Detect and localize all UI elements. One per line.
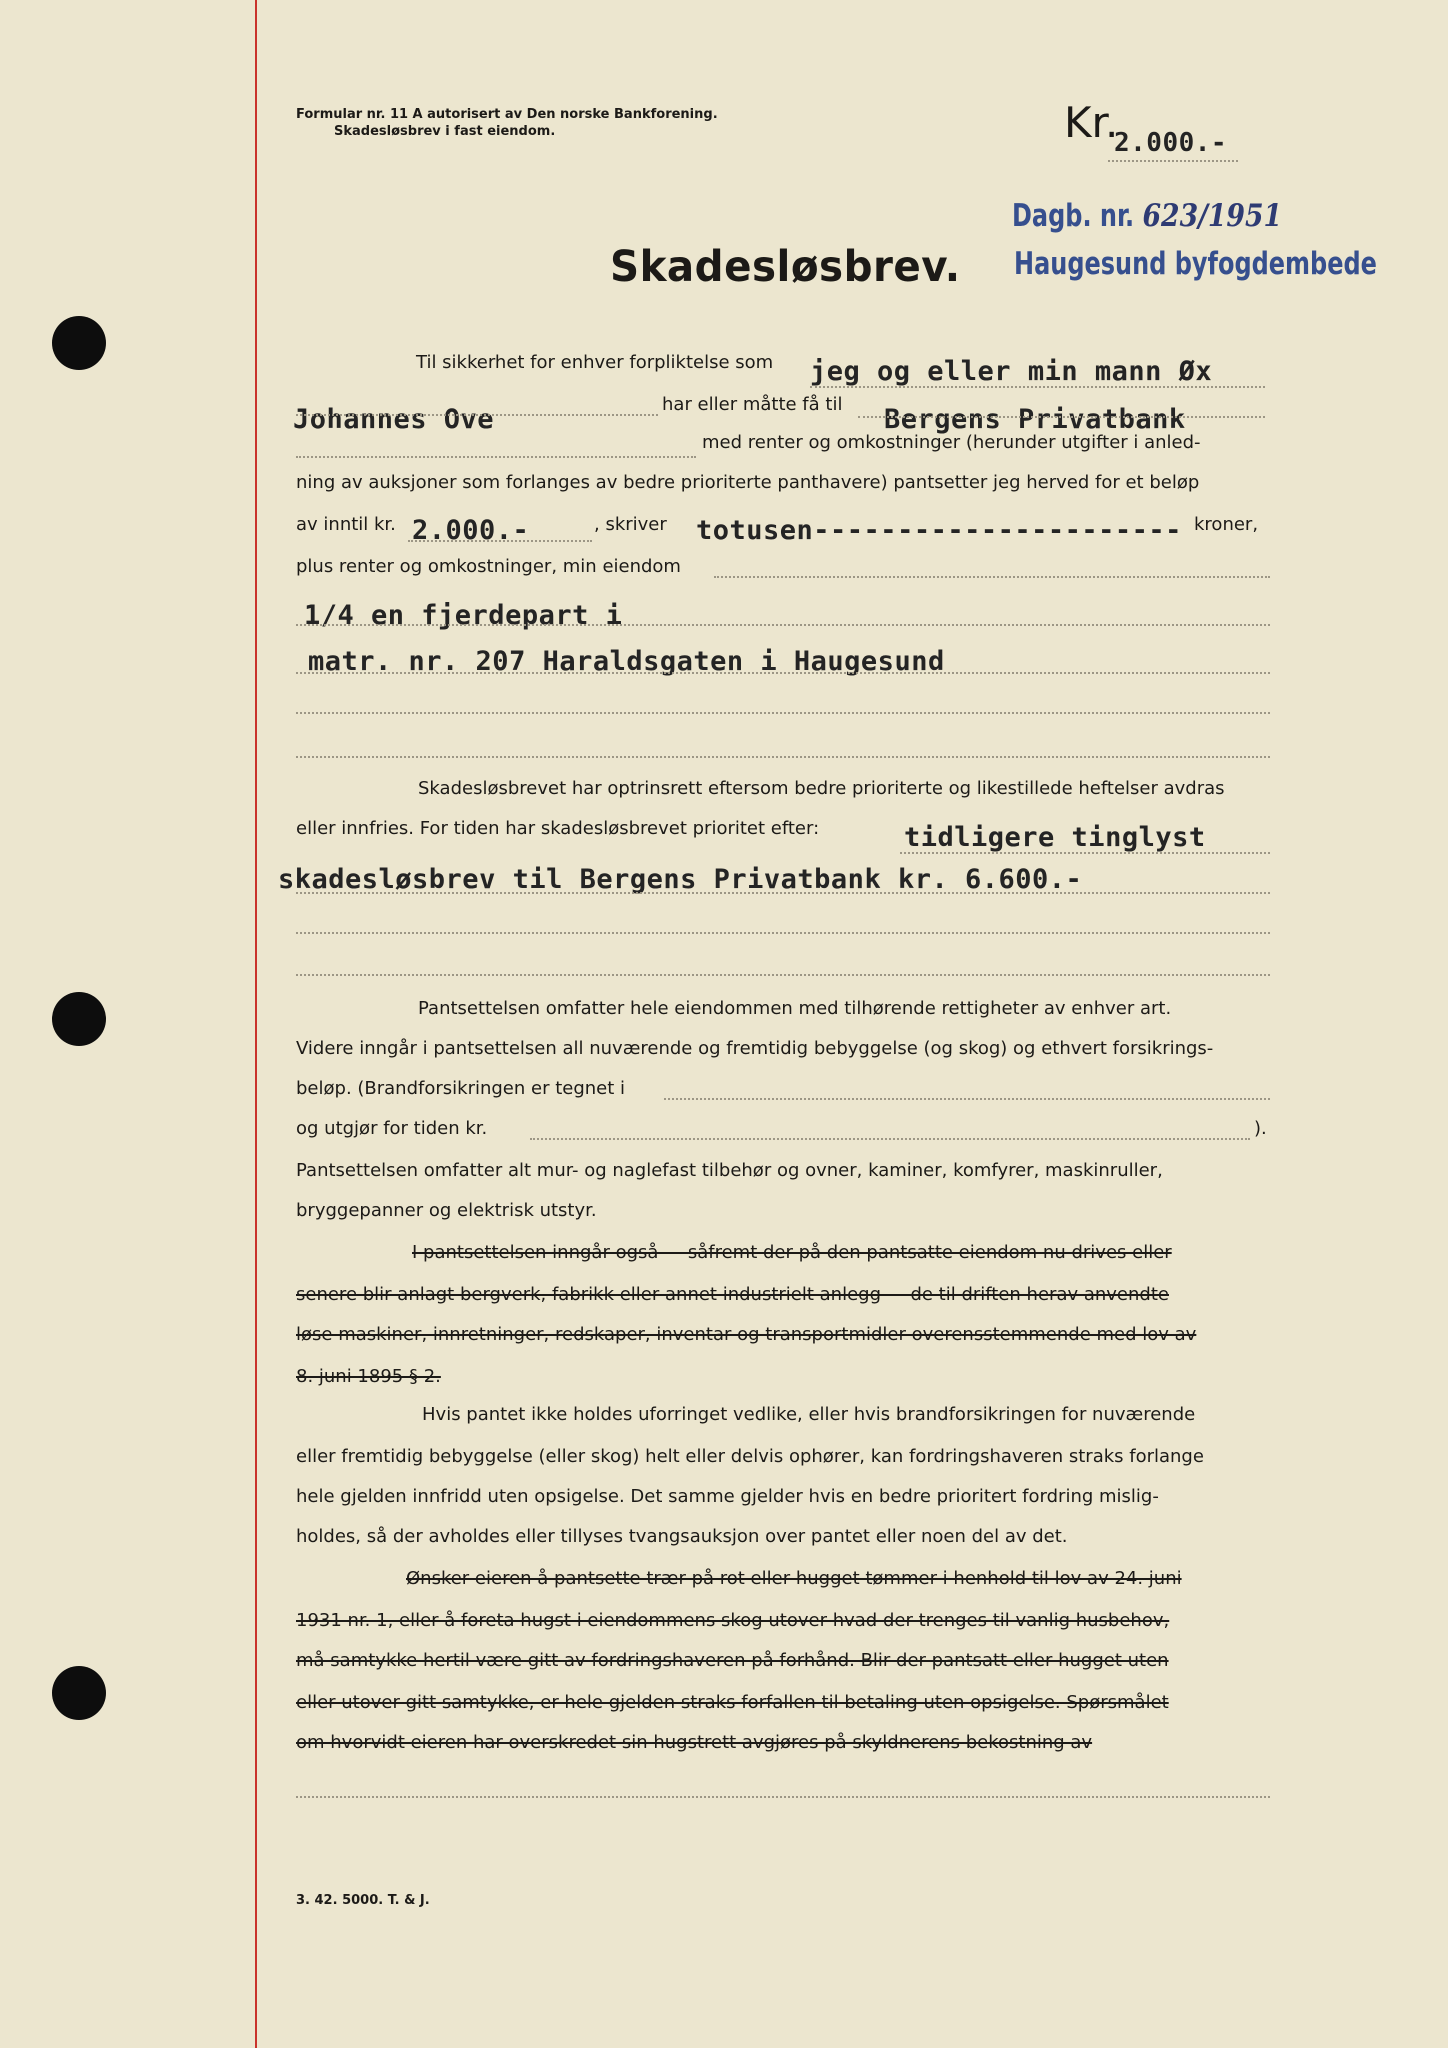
- s1-line4-print: ning av auksjoner som forlanges av bedre prioriterte panthavere) pantsetter jeg herved for et beløp: [296, 472, 1200, 493]
- s4-line4-struck: 8. juni 1895 § 2.: [296, 1366, 441, 1387]
- s1-line6-print: plus renter og omkostninger, min eiendom: [296, 556, 681, 577]
- document-title: Skadesløsbrev.: [610, 242, 961, 292]
- creditor-typed: Bergens Privatbank: [884, 404, 1186, 435]
- s4-line2-struck: senere blir anlagt bergverk, fabrikk eller annet industrielt anlegg — de til driften herav anvendte: [296, 1284, 1169, 1305]
- priority-typed-1: tidligere tinglyst: [904, 822, 1206, 853]
- s6-line5-struck: om hvorvidt eieren har overskredet sin hugstrett avgjøres på skyldnerens bekostning av: [296, 1732, 1093, 1753]
- s4-line1-struck: I pantsettelsen inngår også — såfremt der på den pantsatte eiendom nu drives eller: [412, 1242, 1172, 1263]
- debtor-name-dotted-line: [296, 414, 658, 416]
- property-dotted-line-3: [296, 712, 1270, 714]
- s5-line3: hele gjelden innfridd uten opsigelse. Det samme gjelder hvis en bedre prioritert fordring mislig-: [296, 1486, 1159, 1507]
- s5-line2: eller fremtidig bebyggelse (eller skog) helt eller delvis ophører, kan fordringshaveren straks forlange: [296, 1446, 1204, 1467]
- s1-line5-middle: , skriver: [594, 514, 667, 535]
- s1-blank-dotted-line: [296, 456, 696, 458]
- red-margin-line: [255, 0, 257, 2048]
- s3-line4-prefix: og utgjør for tiden kr.: [296, 1118, 488, 1139]
- amount-typed: 2.000.-: [412, 515, 530, 546]
- s3-line1: Pantsettelsen omfatter hele eiendommen med tilhørende rettigheter av enhver art.: [418, 998, 1172, 1019]
- property-dotted-line-2: [296, 672, 1270, 674]
- kr-label: Kr.: [1064, 98, 1119, 147]
- s3-line3: beløp. (Brandforsikringen er tegnet i: [296, 1078, 626, 1099]
- s4-line3-struck: løse maskiner, innretninger, redskaper, inventar og transportmidler overensstemmende med lov av: [296, 1324, 1197, 1345]
- s3-line4-dotted-line: [530, 1138, 1250, 1140]
- property-line-1: 1/4 en fjerdepart i: [304, 600, 623, 631]
- stamp-office: Haugesund byfogdembede: [1014, 246, 1377, 282]
- priority-typed-2: skadesløsbrev til Bergens Privatbank kr. 6.600.-: [278, 864, 1083, 895]
- s6-line4-struck: eller utover gitt samtykke, er hele gjelden straks forfallen til betaling uten opsigelse. Spørsmålet: [296, 1692, 1169, 1713]
- s5-line1: Hvis pantet ikke holdes uforringet vedlike, eller hvis brandforsikringen for nuværende: [422, 1404, 1196, 1425]
- kr-amount: 2.000.-: [1114, 128, 1228, 158]
- s2-line1: Skadesløsbrevet har optrinsrett eftersom bedre prioriterte og likestillede heftelser avdras: [418, 778, 1225, 799]
- priority-dotted-line-4: [296, 974, 1270, 976]
- punch-hole: [52, 1666, 106, 1720]
- s6-dotted-line: [296, 1796, 1270, 1798]
- s1-line2-print: har eller måtte få til: [662, 394, 843, 415]
- amount-words-typed: totusen----------------------: [696, 515, 1182, 546]
- amount-dotted-line: [408, 540, 592, 542]
- property-dotted-line-1: [296, 624, 1270, 626]
- s3-line2: Videre inngår i pantsettelsen all nuværende og fremtidig bebyggelse (og skog) og ethvert forsikrings-: [296, 1038, 1214, 1059]
- property-dotted-line-4: [296, 756, 1270, 758]
- debtor-dotted-line: [810, 386, 1265, 388]
- debtor-name: Johannes Ove: [293, 404, 495, 435]
- priority-dotted-line-1: [900, 852, 1270, 854]
- s6-line2-struck: 1931 nr. 1, eller å foreta hugst i eiendommens skog utover hvad der trenges til vanlig husbehov,: [296, 1610, 1170, 1631]
- priority-dotted-line-3: [296, 932, 1270, 934]
- kr-dotted-line: [1108, 160, 1238, 162]
- s3-line3-dotted-line: [664, 1098, 1270, 1100]
- s1-line1-print: Til sikkerhet for enhver forpliktelse som: [416, 352, 774, 373]
- s3-line6: bryggepanner og elektrisk utstyr.: [296, 1200, 597, 1221]
- s6-line1-struck: Ønsker eieren å pantsette trær på rot eller hugget tømmer i henhold til lov av 24. juni: [406, 1568, 1182, 1589]
- stamp-dagb: [1012, 198, 1282, 234]
- creditor-dotted-line: [858, 416, 1265, 418]
- form-line-2: Skadesløsbrev i fast eiendom.: [334, 124, 556, 139]
- punch-hole: [52, 992, 106, 1046]
- punch-hole: [52, 316, 106, 370]
- print-code: 3. 42. 5000. T. & J.: [296, 1893, 430, 1908]
- property-line-2: matr. nr. 207 Haraldsgaten i Haugesund: [308, 646, 945, 677]
- s1-line3-print: med renter og omkostninger (herunder utgifter i anled-: [702, 432, 1201, 453]
- s1-line6-dotted-line: [714, 576, 1270, 578]
- s1-line5-prefix: av inntil kr.: [296, 514, 396, 535]
- s5-line4: holdes, så der avholdes eller tillyses tvangsauksjon over pantet eller noen del av det.: [296, 1526, 1068, 1547]
- s1-line5-suffix: kroner,: [1194, 514, 1259, 535]
- s2-line2-print: eller innfries. For tiden har skadesløsbrevet prioritet efter:: [296, 818, 820, 839]
- s6-line3-struck: må samtykke hertil være gitt av fordringshaveren på forhånd. Blir der pantsatt eller hugget uten: [296, 1650, 1169, 1671]
- form-line-1: Formular nr. 11 A autorisert av Den norske Bankforening.: [296, 107, 718, 122]
- priority-dotted-line-2: [296, 892, 1270, 894]
- debtor-typed: jeg og eller min mann Øx: [810, 356, 1213, 387]
- s3-line4-suffix: ).: [1254, 1118, 1267, 1139]
- stamp-dagb-number: 623/1951: [1142, 198, 1283, 234]
- stamp-dagb-label: Dagb. nr.: [1012, 198, 1135, 234]
- s3-line5: Pantsettelsen omfatter alt mur- og naglefast tilbehør og ovner, kaminer, komfyrer, maskinruller,: [296, 1160, 1163, 1181]
